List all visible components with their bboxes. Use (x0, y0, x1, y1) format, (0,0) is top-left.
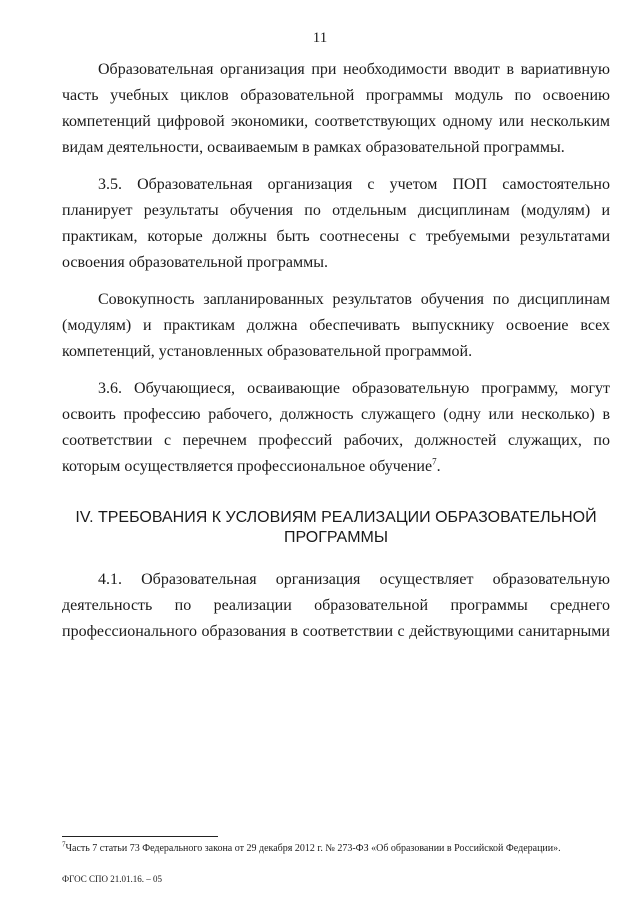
footnote-number: 7 (62, 840, 66, 849)
section-heading: IV. ТРЕБОВАНИЯ К УСЛОВИЯМ РЕАЛИЗАЦИИ ОБРАЗОВАТЕЛЬНОЙ ПРОГРАММЫ (75, 509, 597, 546)
paragraph-4-1: 4.1. Образовательная организация осуществляет образовательную деятельность по реализации образовательной программы среднего профессионального образования в соответствии с действующими санитарными (62, 571, 610, 640)
paragraph-3-5: 3.5. Образовательная организация с учетом ПОП самостоятельно планирует результаты обучения по отдельным дисциплинам (модулям) и практикам, которые должны быть соотнесены с требуемыми результатами освоения образовательной программы. (62, 176, 610, 271)
footnote-ref-7: 7 (432, 456, 437, 467)
footnote-text: Часть 7 статьи 73 Федерального закона от 29 декабря 2012 г. № 273-ФЗ «Об образовании в Российской Федерации». (65, 843, 561, 854)
paragraph-3-6 (62, 376, 610, 480)
paragraph-3-6-end: . (436, 458, 441, 475)
paragraph-3-6-text: 3.6. Обучающиеся, осваивающие образовательную программу, могут освоить профессию рабочего, должность служащего (одну или несколько) в соответствии с перечнем профессий рабочих, должностей служащих, по которым осуществляется профессиональное обучение (62, 380, 610, 475)
paragraph-digital-economy-module: Образовательная организация при необходимости вводит в вариативную часть учебных циклов образовательной программы модуль по освоению компетенций цифровой экономики, соответствующих одному или нескольким видам деятельности, осваиваемым в рамках образовательной программы. (62, 61, 610, 156)
paragraph-learning-outcomes: Совокупность запланированных результатов обучения по дисциплинам (модулям) и практикам должна обеспечивать выпускнику освоение всех компетенций, установленных образовательной программой. (62, 291, 610, 360)
page-number: 11 (312, 30, 328, 46)
document-code: ФГОС СПО 21.01.16. – 05 (62, 874, 162, 884)
document-body (62, 57, 610, 656)
footnote-divider (62, 836, 218, 837)
footnote (62, 842, 622, 855)
